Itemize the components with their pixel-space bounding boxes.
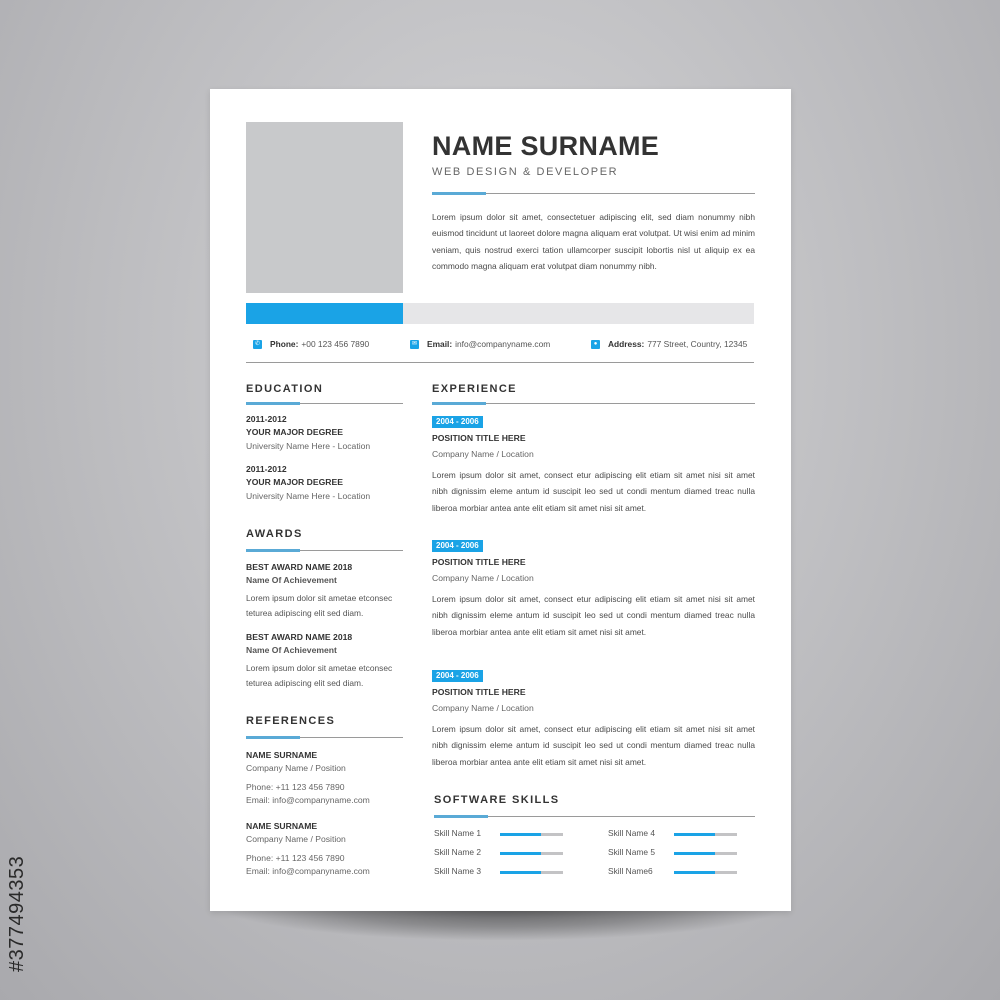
experience-dates: 2004 - 2006: [432, 540, 483, 552]
education-years: 2011-2012: [246, 414, 287, 424]
reference-email: Email: info@companyname.com: [246, 795, 370, 805]
education-degree: YOUR MAJOR DEGREE: [246, 427, 343, 437]
accent-bar: [246, 303, 403, 324]
education-rule-accent: [246, 402, 300, 405]
reference-phone: Phone: +11 123 456 7890: [246, 782, 345, 792]
phone-value: +00 123 456 7890: [301, 339, 370, 349]
skill-name: Skill Name 3: [434, 866, 482, 876]
email-label: Email:: [427, 339, 453, 349]
skill-level-bar: [500, 833, 563, 836]
reference-company: Company Name / Position: [246, 763, 346, 773]
experience-desc: Lorem ipsum dolor sit amet, consect etur adipiscing elit etiam sit amet nisi sit amet nibh dignissim eleme antum id suscipit leo sed ut condi mentum diamed treac nulla liberoa morbiar antea ante elit etiam sit amet nisi sit amet.: [432, 470, 755, 513]
skill-level-bar: [500, 852, 563, 855]
resume-page: [210, 89, 791, 911]
location-icon: ●: [591, 340, 600, 349]
profile-summary: Lorem ipsum dolor sit amet, consectetuer adipiscing elit, sed diam nonummy nibh euismod tincidunt ut laoreet dolore magna aliquam erat volutpat. Ut wisi enim ad minim veniam, quis nostrud exerci tation ullamcorper suscipit lobortis nisl ut aliquip ex ea commodo magna aliquam erat volutpat diam nonummy nibh.: [432, 212, 755, 271]
email-icon: ✉: [411, 340, 418, 347]
skills-heading: SOFTWARE SKILLS: [434, 794, 560, 806]
reference-name: NAME SURNAME: [246, 821, 318, 831]
role-subtitle: WEB DESIGN & DEVELOPER: [432, 166, 619, 178]
references-rule-accent: [246, 736, 300, 739]
skill-name: Skill Name6: [608, 866, 653, 876]
skill-level-bar: [674, 852, 737, 855]
contact-address: [591, 339, 747, 349]
award-name: BEST AWARD NAME 2018: [246, 632, 353, 642]
skill-level-bar: [500, 871, 563, 874]
name-title: NAME SURNAME: [432, 131, 660, 161]
reference-name: NAME SURNAME: [246, 750, 318, 760]
skills-rule-accent: [434, 815, 488, 818]
experience-company: Company Name / Location: [432, 703, 534, 713]
award-sub: Name Of Achievement: [246, 575, 337, 585]
award-sub: Name Of Achievement: [246, 645, 337, 655]
awards-rule-accent: [246, 549, 300, 552]
education-years: 2011-2012: [246, 464, 287, 474]
contact-rule: [246, 362, 754, 363]
experience-heading: EXPERIENCE: [432, 383, 517, 395]
skill-level-fill: [674, 852, 715, 855]
experience-desc: Lorem ipsum dolor sit amet, consect etur adipiscing elit etiam sit amet nisi sit amet nibh dignissim eleme antum id suscipit leo sed ut condi mentum diamed treac nulla liberoa morbiar antea ante elit etiam sit amet nisi sit amet.: [432, 724, 755, 767]
experience-position: POSITION TITLE HERE: [432, 433, 526, 443]
reference-company: Company Name / Position: [246, 834, 346, 844]
email-value: info@companyname.com: [455, 339, 551, 349]
awards-heading: AWARDS: [246, 528, 303, 540]
grey-bar: [403, 303, 754, 324]
skill-level-bar: [674, 833, 737, 836]
experience-rule-accent: [432, 402, 486, 405]
profile-photo-placeholder: [246, 122, 403, 293]
skill-level-fill: [674, 833, 715, 836]
contact-email: [410, 339, 550, 349]
award-desc: Lorem ipsum dolor sit ametae etconsec teturea adipiscing elit sed diam.: [246, 593, 393, 618]
award-desc: Lorem ipsum dolor sit ametae etconsec teturea adipiscing elit sed diam.: [246, 663, 393, 688]
skill-level-fill: [500, 833, 541, 836]
experience-desc: Lorem ipsum dolor sit amet, consect etur adipiscing elit etiam sit amet nisi sit amet nibh dignissim eleme antum id suscipit leo sed ut condi mentum diamed treac nulla liberoa morbiar antea ante elit etiam sit amet nisi sit amet.: [432, 594, 755, 637]
education-heading: EDUCATION: [246, 383, 324, 395]
header-rule-accent: [432, 192, 486, 195]
skill-name: Skill Name 5: [608, 847, 656, 857]
skill-level-bar: [674, 871, 737, 874]
address-label: Address:: [608, 339, 645, 349]
phone-icon: ✆: [254, 340, 261, 347]
education-degree: YOUR MAJOR DEGREE: [246, 477, 343, 487]
reference-email: Email: info@companyname.com: [246, 866, 370, 876]
experience-dates: 2004 - 2006: [432, 670, 483, 682]
skill-level-fill: [674, 871, 715, 874]
experience-position: POSITION TITLE HERE: [432, 557, 526, 567]
education-school: University Name Here - Location: [246, 441, 371, 451]
skill-level-fill: [500, 852, 541, 855]
stock-id: #377494353: [6, 855, 28, 972]
reference-phone: Phone: +11 123 456 7890: [246, 853, 345, 863]
skill-name: Skill Name 1: [434, 828, 482, 838]
award-name: BEST AWARD NAME 2018: [246, 562, 353, 572]
skill-name: Skill Name 4: [608, 828, 656, 838]
address-value: 777 Street, Country, 12345: [647, 339, 748, 349]
education-school: University Name Here - Location: [246, 491, 371, 501]
references-heading: REFERENCES: [246, 715, 336, 727]
experience-position: POSITION TITLE HERE: [432, 687, 526, 697]
experience-dates: 2004 - 2006: [432, 416, 483, 428]
skill-name: Skill Name 2: [434, 847, 482, 857]
phone-label: Phone:: [270, 339, 299, 349]
contact-phone: [253, 339, 369, 349]
skill-level-fill: [500, 871, 541, 874]
experience-company: Company Name / Location: [432, 449, 534, 459]
experience-company: Company Name / Location: [432, 573, 534, 583]
